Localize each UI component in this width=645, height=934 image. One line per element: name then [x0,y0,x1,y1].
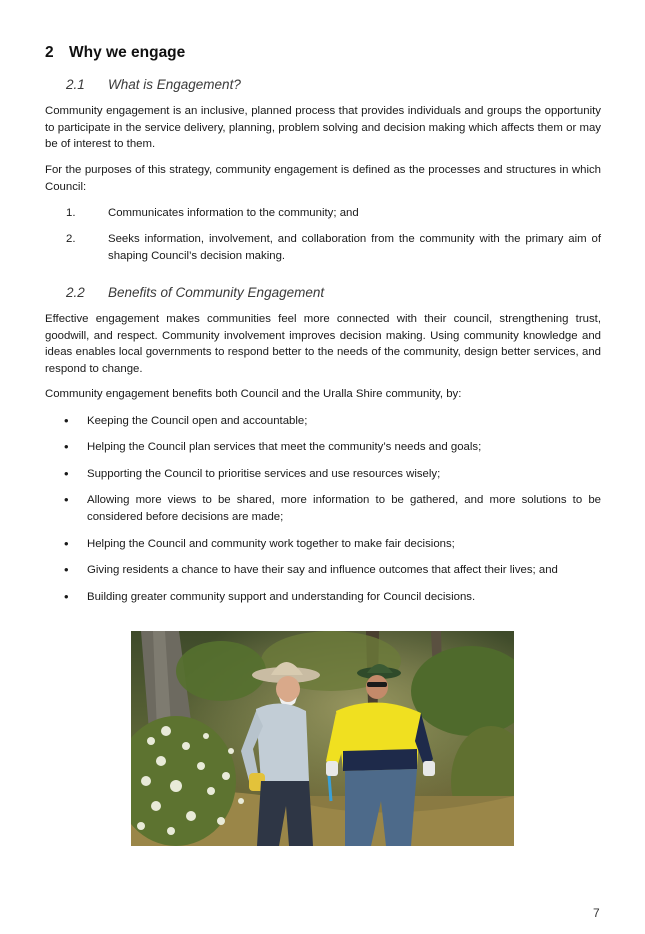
paragraph: Community engagement is an inclusive, planned process that provides individuals and groups the opportunity to participate in the service delivery, planning, problem solving and decision making which affects them or may be of interest to them. [45,105,601,150]
subsection-number: 2.1 [66,77,85,92]
bullet-icon: • [64,536,69,551]
paragraph: Effective engagement makes communities feel more connected with their council, strengthening trust, goodwill, and respect. Community involvement improves decision making. Using community knowledge and ideas enables local governments to respond better to the needs of the community, design better services, and respond to change. [45,313,601,375]
bullet-text: Building greater community support and understanding for Council decisions. [87,591,476,603]
bullet-icon: • [64,562,69,577]
bullet-text: Supporting the Council to prioritise services and use resources wisely; [87,468,441,480]
list-number: 1. [66,207,76,219]
section-title: Why we engage [69,44,186,61]
paragraph: Community engagement benefits both Council and the Uralla Shire community, by: [45,388,462,400]
bullet-text: Keeping the Council open and accountable; [87,415,308,427]
list-item-text: Communicates information to the community; and [108,207,359,219]
bullet-icon: • [64,413,69,428]
section-heading [45,44,185,62]
section-number: 2 [45,44,54,61]
bullet-icon: • [64,466,69,481]
bullet-text: Giving residents a chance to have their say and influence outcomes that affect their lives; and [87,564,558,576]
bullet-text: Helping the Council plan services that meet the community’s needs and goals; [87,441,482,453]
list-number: 2. [66,233,76,245]
list-item-text: Seeks information, involvement, and collaboration from the community with the primary aim of shaping Council’s decision making. [108,233,601,262]
bullet-icon: • [64,589,69,604]
bullet-text: Allowing more views to be shared, more information to be gathered, and more solutions to be considered before decisions are made; [87,494,601,523]
subsection-number: 2.2 [66,285,85,300]
bullet-icon: • [64,492,69,507]
community-volunteers-photo [131,631,514,846]
subsection-heading-2-2 [66,285,324,300]
subsection-heading-2-1 [66,77,241,92]
page-number: 7 [593,906,600,920]
paragraph: For the purposes of this strategy, community engagement is defined as the processes and structures in which Council: [45,164,601,193]
subsection-title: What is Engagement? [108,77,241,92]
subsection-title: Benefits of Community Engagement [108,285,325,300]
bullet-text: Helping the Council and community work together to make fair decisions; [87,538,455,550]
bullet-icon: • [64,439,69,454]
